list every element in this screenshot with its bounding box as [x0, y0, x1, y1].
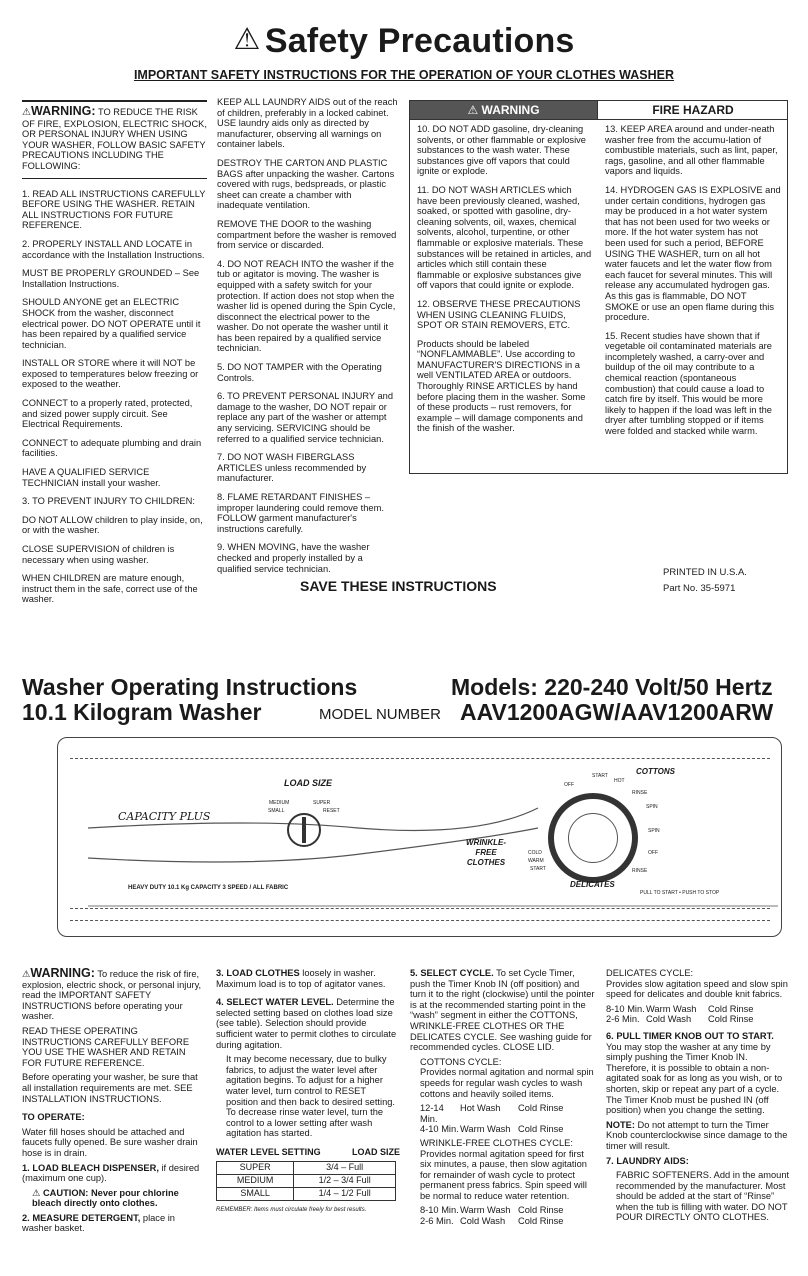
- safety-item: 7. DO NOT WASH FIBERGLASS ARTICLES unless recommended by manufacturer.: [217, 452, 367, 484]
- cycle-wash: Warm Wash: [646, 1003, 697, 1014]
- knob-medium-label: MEDIUM: [269, 800, 290, 806]
- ops-column-2: [216, 968, 400, 1215]
- ops-warning-word: WARNING:: [30, 966, 95, 980]
- load-size-knob[interactable]: [287, 813, 321, 847]
- fire-hazard-column-left: [417, 124, 592, 442]
- ops-column-3: [410, 968, 596, 1227]
- safety-item: REMOVE THE DOOR to the washing compartment before the washer is removed from service or discarded.: [217, 218, 397, 251]
- cycle-row: [606, 1004, 790, 1015]
- cycle-wash: Hot Wash: [460, 1103, 501, 1114]
- ops-step-2-number: 2.: [22, 1212, 33, 1223]
- ops-step-3: [216, 968, 400, 989]
- ops-warning-icon: ⚠: [22, 969, 31, 979]
- warning-triangle-icon: ⚠: [233, 23, 261, 56]
- remember-note: REMEMBER: Items must circulate freely for best results.: [216, 1206, 367, 1213]
- operating-title: Washer Operating Instructions: [22, 674, 358, 700]
- safety-item: 5. DO NOT TAMPER with the Operating Controls.: [217, 362, 382, 383]
- box-warning-header: [410, 101, 597, 119]
- safety-item: 4. DO NOT REACH INTO the washer if the tub or agitator is moving. The washer is equipped with a safety switch for your protection. If action does not stop when the washer lid is opened during the Spin Cycle, disconnect the electrical power to the washer. Do not operate the washer until it has been repaired by a qualified service technician.: [217, 258, 396, 354]
- ops-step-3-text: loosely in washer. Maximum load is to top of agitator vanes.: [216, 968, 386, 989]
- ops-step-1-title: LOAD BLEACH DISPENSER,: [32, 1162, 159, 1173]
- ops-column-4: [606, 968, 790, 1231]
- wrinkle-free-label: WRINKLE-FREE CLOTHES: [466, 838, 506, 867]
- ops-step-4-more: It may become necessary, due to bulky fabrics, to adjust the water level after agitation begins. To adjust for a higher water level, turn control to RESET position and then back to desired setting. To decrease rinse water level, turn the control to a lower setting after wash agitation has started.: [226, 1054, 396, 1139]
- ops-step-4-number: 4.: [216, 997, 227, 1008]
- safety-item: Products should be labeled “NONFLAMMABLE”. Use according to MANUFACTURER'S DIRECTIONS in a well VENTILATED AREA or outdoors. Thoroughly RINSE ARTICLES by hand before placing them in the washer. Some of these products – rust removers, for example – will damage components and the finish of the washer.: [417, 338, 586, 434]
- ops-step-5-title: SELECT CYCLE.: [420, 968, 494, 978]
- dial-label: SPIN: [648, 828, 660, 834]
- box-header-rule: [410, 119, 787, 120]
- ops-step-2-title: MEASURE DETERGENT,: [32, 1212, 141, 1223]
- table-cell: 1/2 – 3/4 Full: [294, 1174, 396, 1187]
- safety-item: 8. FLAME RETARDANT FINISHES – improper laundering could remove them. FOLLOW garment manufacturer's instructions carefully.: [217, 492, 384, 534]
- ops-step-6-text: You may stop the washer at any time by simply pushing the Timer Knob IN. Therefore, it is possible to obtain a non-agitated soak for as long as you wish, or to shorten, skip or repeat any part of a cycle. The Timer Knob must be pushed IN (off position) when you change the setting.: [606, 1041, 783, 1116]
- ops-step-2-text: place in washer basket.: [22, 1212, 175, 1234]
- safety-column-1: [22, 100, 207, 613]
- cycle-time: 2-6 Min.: [420, 1216, 454, 1227]
- dial-label: OFF: [564, 782, 574, 788]
- table-cell: SUPER: [217, 1161, 294, 1174]
- safety-item: 6. TO PREVENT PERSONAL INJURY and damage to the washer, DO NOT repair or replace any part of the washer or attempt any servicing. SERVICING should be referred to a qualified service technician.: [217, 391, 394, 444]
- cycle-wash: Warm Wash: [460, 1124, 511, 1135]
- cottons-label: COTTONS: [636, 767, 675, 776]
- safety-item: INSTALL OR STORE where it will NOT be exposed to temperatures below freezing or exposed to the weather.: [22, 358, 199, 390]
- knob-grip: [302, 817, 306, 843]
- water-level-table-header: [216, 1147, 400, 1158]
- ops-warning: [22, 968, 202, 1022]
- table-cell: 1/4 – 1/2 Full: [294, 1187, 396, 1200]
- ops-note: [606, 1120, 790, 1152]
- cycle-row: [420, 1103, 596, 1124]
- cycle-details: [410, 1057, 596, 1227]
- brand-logo: CAPACITY PLUS: [118, 810, 211, 823]
- ops-note-label: NOTE:: [606, 1119, 635, 1130]
- table-header-load: LOAD SIZE: [351, 1146, 400, 1157]
- safety-item: SHOULD ANYONE get an ELECTRIC SHOCK from the washer, disconnect electrical power. DO NOT OPERATE until it has been repaired by a qualified service technician.: [22, 297, 201, 350]
- ops-step-3-number: 3.: [216, 968, 227, 978]
- ops-step-1-number: 1.: [22, 1162, 33, 1173]
- dial-label: START: [530, 866, 546, 872]
- ops-step-4-title: SELECT WATER LEVEL.: [226, 997, 334, 1008]
- part-number: Part No. 35-5971: [663, 583, 736, 594]
- ops-step-4-text: Determine the selected setting based on clothes load size (see table). Selection should provide sufficient water to permit clothes to circulate during agitation.: [216, 997, 397, 1050]
- cycle-rinse: Cold Rinse: [518, 1216, 564, 1227]
- ops-step-5-number: 5.: [410, 968, 421, 978]
- knob-reset-label: RESET: [323, 808, 340, 814]
- safety-item: HAVE A QUALIFIED SERVICE TECHNICIAN install your washer.: [22, 467, 161, 488]
- models-title: Models: 220-240 Volt/50 Hertz: [451, 674, 773, 700]
- safety-item: 2. PROPERLY INSTALL AND LOCATE in accordance with the Installation Instructions.: [22, 238, 205, 260]
- box-warning-label: WARNING: [481, 103, 540, 117]
- table-header-setting: WATER LEVEL SETTING: [216, 1146, 321, 1157]
- cycle-wash: Warm Wash: [460, 1205, 511, 1216]
- ops-warning-text: To reduce the risk of fire, explosion, electric shock, or personal injury, read the IMPORTANT SAFETY INSTRUCTIONS before operating your washer.: [22, 969, 202, 1022]
- control-panel-illustration: [57, 737, 782, 937]
- dial-label: HOT: [614, 778, 625, 784]
- features-text: HEAVY DUTY 10.1 Kg CAPACITY 3 SPEED / ALL FABRIC: [128, 885, 289, 891]
- safety-warning-word: WARNING:: [30, 104, 96, 118]
- caution-icon: ⚠: [32, 1187, 41, 1198]
- cycle-row: [420, 1205, 596, 1216]
- box-fire-header: FIRE HAZARD: [597, 101, 788, 119]
- table-cell: SMALL: [217, 1187, 294, 1200]
- safety-item: 13. KEEP AREA around and under-neath washer free from the accumu-lation of combustible materials, such as lint, paper, rags, gasoline, and all other flammable vapors and liquids.: [605, 124, 778, 177]
- safety-item: CLOSE SUPERVISION of children is necessary when using washer.: [22, 544, 175, 565]
- cycle-rinse: Cold Rinse: [518, 1124, 564, 1135]
- knob-super-label: SUPER: [313, 800, 331, 806]
- ops-step-7-title: LAUNDRY AIDS:: [616, 1155, 689, 1166]
- ops-before: Before operating your washer, be sure that all installation requirements are met. SEE INSTALLATION INSTRUCTIONS.: [22, 1072, 198, 1104]
- panel-bottom-dash-2: [70, 920, 770, 921]
- safety-item: 10. DO NOT ADD gasoline, dry-cleaning solvents, or other flammable or explosive substances to the wash water. These substances give off vapors that could ignite or explode.: [417, 124, 586, 177]
- safety-subtitle: IMPORTANT SAFETY INSTRUCTIONS FOR THE OPERATION OF YOUR CLOTHES WASHER: [133, 68, 675, 82]
- ops-step-2: [22, 1213, 202, 1234]
- model-number-label: MODEL NUMBER: [319, 706, 441, 723]
- safety-item: CONNECT to adequate plumbing and drain facilities.: [22, 437, 202, 459]
- safety-item: 14. HYDROGEN GAS IS EXPLOSIVE and under certain conditions, hydrogen gas may be produced in a hot water system that has not been used for two weeks or more. If the hot water system has not been used for such a period, BEFORE USING THE WASHER, turn on all hot water faucets and let the water flow from each faucet for several minutes. This will release any accumulated hydrogen gas. As this gas is flammable, DO NOT SMOKE or use an open flame during this procedure.: [605, 184, 781, 323]
- delicates-head: DELICATES CYCLE:: [606, 968, 694, 978]
- ops-step-7-number: 7.: [606, 1155, 617, 1166]
- water-level-table: [216, 1161, 396, 1201]
- ops-step-7: [606, 1156, 790, 1167]
- safety-warning-box: [22, 100, 207, 179]
- cycle-rinse: Cold Rinse: [708, 1003, 754, 1014]
- ops-to-operate: TO OPERATE:: [22, 1112, 85, 1123]
- wrinkle-free-text: Provides normal agitation speed for first six minutes, a pause, then slow agitation for remainder of wash cycle to protect permanent press fabrics. Spin speed will be normal to reduce water retention.: [420, 1148, 587, 1201]
- safety-item: KEEP ALL LAUNDRY AIDS out of the reach of children, preferably in a locked cabinet. USE laundry aids only as directed by manufacturer, observing all warnings on container labels.: [217, 97, 398, 150]
- cycle-row: [420, 1124, 596, 1135]
- dial-label: COLD: [528, 850, 542, 856]
- ops-caution-text: CAUTION: Never pour chlorine bleach directly onto clothes.: [32, 1187, 179, 1209]
- cycle-time: 8-10 Min.: [420, 1205, 459, 1216]
- save-instructions: SAVE THESE INSTRUCTIONS: [300, 578, 497, 594]
- safety-item: 9. WHEN MOVING, have the washer checked and properly installed by a qualified service technician.: [217, 542, 370, 574]
- ops-step-4: [216, 997, 400, 1050]
- washer-title: 10.1 Kilogram Washer: [22, 699, 262, 725]
- knob-small-label: SMALL: [268, 808, 285, 814]
- dial-label: START: [592, 773, 608, 779]
- cycle-wash: Cold Wash: [646, 1014, 692, 1025]
- ops-fill-hoses: Water fill hoses should be attached and faucets fully opened. Be sure washer drain hose is in drain.: [22, 1126, 198, 1158]
- table-row: [217, 1174, 396, 1187]
- table-cell: MEDIUM: [217, 1174, 294, 1187]
- load-size-label: LOAD SIZE: [284, 778, 333, 788]
- warning-small-icon: ⚠: [22, 107, 31, 118]
- fire-hazard-column-right: [605, 124, 781, 445]
- safety-item: 15. Recent studies have shown that if vegetable oil contaminated materials are incompletely washed, a carry-over and buildup of the oil may contribute to a chemical reaction (spontaneous combustion) that could cause a load to catch fire by itself. This would be more likely to happen if the load was left in the dryer after tumbling stopped or if items were folded and stacked while warm.: [605, 330, 772, 437]
- cottons-head: COTTONS CYCLE:: [420, 1056, 502, 1067]
- cycle-rinse: Cold Rinse: [708, 1014, 754, 1025]
- safety-title: Safety Precautions: [264, 22, 575, 60]
- ops-step-1: [22, 1163, 202, 1184]
- safety-item: 12. OBSERVE THESE PRECAUTIONS WHEN USING CLEANING FLUIDS, SPOT OR STAIN REMOVERS, ETC.: [417, 298, 581, 331]
- cycle-rinse: Cold Rinse: [518, 1103, 564, 1114]
- cycle-time: 4-10 Min.: [420, 1124, 459, 1135]
- fire-hazard-box: [409, 100, 788, 474]
- safety-column-2: [217, 97, 399, 582]
- safety-item: 11. DO NOT WASH ARTICLES which have been previously cleaned, washed, soaked, or spotted with gasoline, dry-cleaning solvents, oil, waxes, chemical solvents, alcohol, turpentine, or other flammable or explosive materials. These substances will be retained in articles, and articles which still contain these flammable or explosive substances give off vapors that could ignite or explode.: [417, 184, 592, 291]
- ops-caution: [22, 1188, 202, 1209]
- ops-step-5: [410, 968, 596, 1053]
- ops-step-3-title: LOAD CLOTHES: [226, 968, 300, 978]
- delicates-text: Provides slow agitation speed and slow spin speed for delicates and double knit fabrics.: [606, 978, 788, 1000]
- safety-item: MUST BE PROPERLY GROUNDED – See Installation Instructions.: [22, 268, 200, 289]
- dial-label: RINSE: [632, 868, 648, 874]
- safety-warning-text: TO REDUCE THE RISK OF FIRE, EXPLOSION, ELECTRIC SHOCK, OR PERSONAL INJURY WHEN USING YOUR WASHER, FOLLOW BASIC SAFETY PRECAUTIONS INCLUDING THE FOLLOWING:: [22, 107, 207, 171]
- table-cell: 3/4 – Full: [294, 1161, 396, 1174]
- cycle-rinse: Cold Rinse: [518, 1205, 564, 1216]
- model-numbers: AAV1200AGW/AAV1200ARW: [460, 699, 774, 725]
- cycle-time: 8-10 Min.: [606, 1003, 645, 1014]
- pull-push-label: PULL TO START • PUSH TO STOP: [640, 890, 720, 896]
- ops-step-1-text: if desired (maximum one cup).: [22, 1162, 200, 1184]
- ops-read-these: READ THESE OPERATING INSTRUCTIONS CAREFULLY BEFORE YOU USE THE WASHER AND RETAIN FOR FUTURE REFERENCE.: [22, 1025, 190, 1068]
- cycle-time: 12-14 Min.: [420, 1103, 444, 1124]
- ops-note-text: Do not attempt to turn the Timer Knob counterclockwise since damage to the timer will result.: [606, 1119, 788, 1151]
- timer-dial-inner: [568, 813, 618, 863]
- warning-header-icon: ⚠: [467, 103, 479, 117]
- cycle-wash: Cold Wash: [460, 1216, 506, 1227]
- ops-step-5-text: To set Cycle Timer, push the Timer Knob IN (off position) and turn it to the right (clockwise) until the pointer is at the recommended starting point in the “wash” segment in either the COTTONS, WRINKLE-FREE CLOTHES OR THE DELICATES CYCLE. See washing guide for recommended cycles. CLOSE LID.: [410, 968, 595, 1053]
- table-row: [217, 1161, 396, 1174]
- dial-label: WARM: [528, 858, 544, 864]
- ops-step-6: [606, 1031, 790, 1116]
- safety-item: CONNECT to a properly rated, protected, and sized power supply circuit. See Electrical Requirements.: [22, 398, 193, 430]
- safety-item: DO NOT ALLOW children to play inside, on, or with the washer.: [22, 514, 203, 536]
- delicates-label: DELICATES: [570, 880, 615, 889]
- dial-label: OFF: [648, 850, 658, 856]
- wrinkle-free-head: WRINKLE-FREE CLOTHES CYCLE:: [420, 1137, 573, 1148]
- ops-step-6-number: 6.: [606, 1030, 617, 1041]
- ops-column-1: [22, 968, 202, 1238]
- safety-title-block: [0, 22, 808, 61]
- cycle-row: [606, 1014, 790, 1025]
- dial-label: RINSE: [632, 790, 648, 796]
- cycle-row: [420, 1216, 596, 1227]
- safety-item: DESTROY THE CARTON AND PLASTIC BAGS after unpacking the washer. Cartons covered with rugs, bedspreads, or plastic sheet can create a chamber with inadequate ventilation.: [217, 157, 395, 211]
- timer-dial[interactable]: [548, 793, 638, 883]
- printed-in: PRINTED IN U.S.A.: [663, 567, 747, 578]
- cottons-text: Provides normal agitation and normal spin speeds for regular wash cycles to wash cottons and heavily soiled items.: [420, 1067, 594, 1099]
- cycle-time: 2-6 Min.: [606, 1014, 640, 1025]
- ops-step-7-text: FABRIC SOFTENERS. Add in the amount recommended by the manufacturer. Most should be added at the start of “Rinse” when the tub is filling with water. DO NOT POUR DIRECTLY ONTO CLOTHES.: [616, 1170, 790, 1223]
- dial-label: SPIN: [646, 804, 658, 810]
- safety-item: 1. READ ALL INSTRUCTIONS CAREFULLY BEFORE USING THE WASHER. RETAIN ALL INSTRUCTIONS FOR FUTURE REFERENCE.: [22, 188, 206, 231]
- safety-item: 3. TO PREVENT INJURY TO CHILDREN:: [22, 496, 195, 507]
- ops-step-6-title: PULL TIMER KNOB OUT TO START.: [616, 1030, 774, 1041]
- safety-item: WHEN CHILDREN are mature enough, instruct them in the safe, correct use of the washer.: [22, 573, 198, 605]
- table-row: [217, 1187, 396, 1200]
